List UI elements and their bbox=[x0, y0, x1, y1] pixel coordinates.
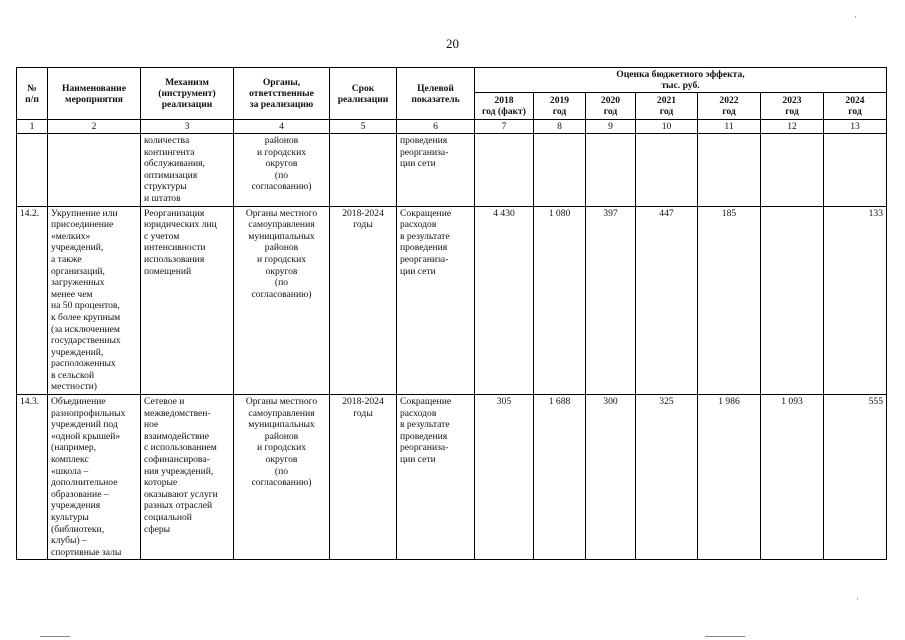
scan-edge-line bbox=[705, 636, 745, 637]
column-number-row bbox=[17, 120, 887, 134]
row-value-2024: 133 bbox=[824, 206, 887, 395]
row-bodies: районов и городских округов (по согласованию) bbox=[234, 134, 330, 207]
row-value-2021: 325 bbox=[636, 395, 698, 560]
row-term: 2018-2024 годы bbox=[330, 206, 397, 395]
row-value-2020: 397 bbox=[586, 206, 636, 395]
row-mechanism: Сетевое и межведомствен- ное взаимодействие с использованием софинансирова- ния учреждений, которые оказывают услуги разных отраслей социальной сферы bbox=[141, 395, 234, 560]
row-num bbox=[17, 134, 48, 207]
table-row-14-3 bbox=[17, 395, 887, 560]
header-name: Наименование мероприятия bbox=[48, 68, 141, 120]
header-year-2018: 2018 год (факт) bbox=[475, 93, 534, 120]
column-number: 8 bbox=[534, 120, 586, 134]
header-term: Срок реализации bbox=[330, 68, 397, 120]
row-value-2022: 185 bbox=[698, 206, 761, 395]
column-number: 13 bbox=[824, 120, 887, 134]
header-year-2020: 2020 год bbox=[586, 93, 636, 120]
column-number: 9 bbox=[586, 120, 636, 134]
column-number: 2 bbox=[48, 120, 141, 134]
row-value-2023: 1 093 bbox=[761, 395, 824, 560]
row-value-2022 bbox=[698, 134, 761, 207]
row-name: Укрупнение или присоединение «мелких» учреждений, а также организаций, загруженных менее чем на 50 процентов, к более крупным (за исключением государственных учреждений, расположенных в сельской местности) bbox=[48, 206, 141, 395]
header-bodies: Органы, ответственные за реализацию bbox=[234, 68, 330, 120]
row-mechanism: количества контингента обслуживания, оптимизация структуры и штатов bbox=[141, 134, 234, 207]
scan-speck: · bbox=[856, 594, 859, 604]
header-year-2023: 2023 год bbox=[761, 93, 824, 120]
column-number: 6 bbox=[397, 120, 475, 134]
row-value-2021 bbox=[636, 134, 698, 207]
header-num: № п/п bbox=[17, 68, 48, 120]
row-value-2018 bbox=[475, 134, 534, 207]
row-value-2023 bbox=[761, 134, 824, 207]
budget-effect-table bbox=[16, 67, 887, 560]
header-year-2022: 2022 год bbox=[698, 93, 761, 120]
row-bodies: Органы местного самоуправления муниципальных районов и городских округов (по согласованию) bbox=[234, 206, 330, 395]
row-name bbox=[48, 134, 141, 207]
scan-edge-line bbox=[40, 636, 70, 637]
row-target: проведения реорганиза- ции сети bbox=[397, 134, 475, 207]
row-bodies: Органы местного самоуправления муниципальных районов и городских округов (по согласованию) bbox=[234, 395, 330, 560]
page-number: 20 bbox=[446, 36, 459, 51]
row-mechanism: Реорганизация юридических лиц с учетом интенсивности использования помещений bbox=[141, 206, 234, 395]
row-value-2020 bbox=[586, 134, 636, 207]
scan-speck: · bbox=[854, 12, 857, 22]
row-value-2018: 4 430 bbox=[475, 206, 534, 395]
column-number: 1 bbox=[17, 120, 48, 134]
row-target: Сокращение расходов в результате проведения реорганиза- ции сети bbox=[397, 395, 475, 560]
column-number: 12 bbox=[761, 120, 824, 134]
column-number: 5 bbox=[330, 120, 397, 134]
header-budget-effect: Оценка бюджетного эффекта, тыс. руб. bbox=[475, 68, 887, 93]
row-value-2022: 1 986 bbox=[698, 395, 761, 560]
header-year-2021: 2021 год bbox=[636, 93, 698, 120]
row-term bbox=[330, 134, 397, 207]
header-target: Целевой показатель bbox=[397, 68, 475, 120]
row-value-2019 bbox=[534, 134, 586, 207]
row-value-2019: 1 080 bbox=[534, 206, 586, 395]
row-value-2019: 1 688 bbox=[534, 395, 586, 560]
row-value-2024: 555 bbox=[824, 395, 887, 560]
row-name: Объединение разнопрофильных учреждений под «одной крышей» (например, комплекс «школа – дополнительное образование – учреждения культуры (библиотеки, клубы) – спортивные залы bbox=[48, 395, 141, 560]
header-mechanism: Механизм (инструмент) реализации bbox=[141, 68, 234, 120]
row-value-2021: 447 bbox=[636, 206, 698, 395]
column-number: 4 bbox=[234, 120, 330, 134]
row-value-2020: 300 bbox=[586, 395, 636, 560]
table-row-continuation bbox=[17, 134, 887, 207]
header-year-2019: 2019 год bbox=[534, 93, 586, 120]
row-value-2018: 305 bbox=[475, 395, 534, 560]
header-year-2024: 2024 год bbox=[824, 93, 887, 120]
row-target: Сокращение расходов в результате проведения реорганиза- ции сети bbox=[397, 206, 475, 395]
column-number: 11 bbox=[698, 120, 761, 134]
row-value-2024 bbox=[824, 134, 887, 207]
row-term: 2018-2024 годы bbox=[330, 395, 397, 560]
column-number: 7 bbox=[475, 120, 534, 134]
table-row-14-2 bbox=[17, 206, 887, 395]
row-num: 14.2. bbox=[17, 206, 48, 395]
row-value-2023 bbox=[761, 206, 824, 395]
column-number: 3 bbox=[141, 120, 234, 134]
row-num: 14.3. bbox=[17, 395, 48, 560]
column-number: 10 bbox=[636, 120, 698, 134]
